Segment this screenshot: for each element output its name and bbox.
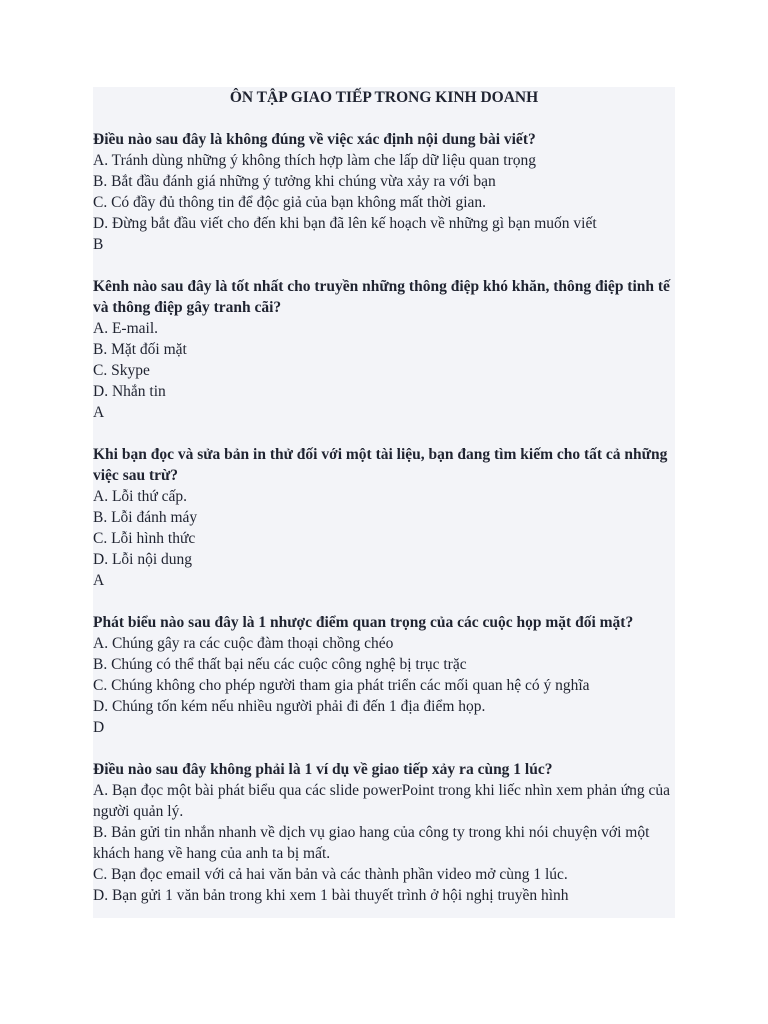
spacer [93,738,675,759]
option-c: C. Chúng không cho phép người tham gia phát triển các mối quan hệ có ý nghĩa [93,677,590,694]
option-a: A. Lỗi thứ cấp. [93,488,188,505]
option-d: D. Bạn gửi 1 văn bản trong khi xem 1 bài thuyết trình ở hội nghị truyền hình [93,887,569,904]
option-a: A. Tránh dùng những ý không thích hợp làm che lấp dữ liệu quan trọng [93,152,537,169]
option-d: D. Nhắn tin [93,383,166,400]
answer: D [93,719,105,736]
option-b: B. Chúng có thể thất bại nếu các cuộc công nghệ bị trục trặc [93,656,467,673]
option-b: B. Mặt đối mặt [93,341,187,358]
option-a: A. E-mail. [93,320,158,337]
answer: B [93,236,104,253]
document-page [93,87,675,918]
option-c: C. Có đầy đủ thông tin để độc giả của bạn không mất thời gian. [93,194,487,211]
option-a: A. Bạn đọc một bài phát biểu qua các slide powerPoint trong khi liếc nhìn xem phản ứng của người quản lý. [93,782,671,820]
option-c: C. Lỗi hình thức [93,530,196,547]
spacer [93,108,675,129]
question-block-3 [93,444,675,591]
question-block-2 [93,276,675,423]
question-text: Điều nào sau đây là không đúng về việc xác định nội dung bài viết? [93,131,536,148]
option-d: D. Chúng tốn kém nếu nhiều người phải đi đến 1 địa điểm họp. [93,698,486,715]
option-a: A. Chúng gây ra các cuộc đàm thoại chồng chéo [93,635,394,652]
option-c: C. Skype [93,362,150,379]
question-block-4 [93,612,675,738]
question-text: Kênh nào sau đây là tốt nhất cho truyền những thông điệp khó khăn, thông điệp tinh tế và thông điệp gây tranh cãi? [93,278,670,316]
question-text: Khi bạn đọc và sửa bản in thử đối với một tài liệu, bạn đang tìm kiếm cho tất cả những việc sau trừ? [93,446,668,484]
spacer [93,423,675,444]
option-b: B. Bắt đầu đánh giá những ý tưởng khi chúng vừa xảy ra với bạn [93,173,496,190]
answer: A [93,572,105,589]
option-d: D. Lỗi nội dung [93,551,193,568]
option-b: B. Bản gửi tin nhắn nhanh về dịch vụ giao hang của công ty trong khi nói chuyện với một khách hang về hang của anh ta bị mất. [93,824,650,862]
option-c: C. Bạn đọc email với cả hai văn bản và các thành phần video mở cùng 1 lúc. [93,866,568,883]
spacer [93,591,675,612]
spacer [93,255,675,276]
answer: A [93,404,105,421]
question-text: Phát biểu nào sau đây là 1 nhược điểm quan trọng của các cuộc họp mặt đối mặt? [93,614,634,631]
question-text: Điều nào sau đây không phải là 1 ví dụ về giao tiếp xảy ra cùng 1 lúc? [93,761,553,778]
question-block-5 [93,759,675,906]
question-block-1 [93,129,675,255]
option-d: D. Đừng bắt đầu viết cho đến khi bạn đã lên kế hoạch về những gì bạn muốn viết [93,215,597,232]
option-b: B. Lỗi đánh máy [93,509,198,526]
document-title: ÔN TẬP GIAO TIẾP TRONG KINH DOANH [229,89,539,106]
